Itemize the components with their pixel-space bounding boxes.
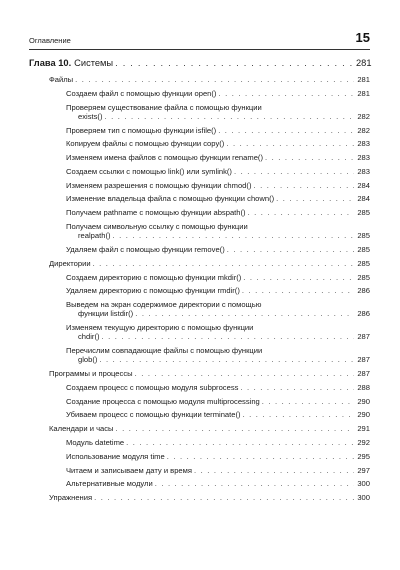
toc-page-number: 291 (357, 424, 370, 434)
toc-page-number: 285 (357, 231, 370, 241)
toc-page-number: 292 (357, 437, 370, 447)
dot-leader (234, 167, 354, 176)
dot-leader (135, 369, 354, 378)
toc-subsection-entry[interactable] (29, 194, 370, 203)
toc-page-number: 285 (357, 258, 370, 268)
toc-entry-title: Копируем файлы с помощью функции copy() (66, 139, 225, 149)
toc-entry-title: Программы и процессы (49, 369, 133, 379)
toc-entry-title-continued: exists() (78, 111, 103, 121)
toc-subsection-entry[interactable] (29, 126, 370, 135)
toc-entry-title: Удаляем файл с помощью функции remove() (66, 245, 225, 255)
toc-page-number: 285 (357, 208, 370, 218)
toc-page-number: 282 (357, 125, 370, 135)
toc-subsection-entry[interactable] (29, 466, 370, 475)
toc-page-number: 287 (357, 369, 370, 379)
toc-entry-title: Создаем процесс с помощью модуля subprocess (66, 382, 239, 392)
toc-subsection-entry[interactable] (29, 300, 370, 318)
toc-entry-title: Календари и часы (49, 424, 114, 434)
dot-leader (226, 139, 354, 148)
toc-entry-title-continued: chdir() (78, 332, 100, 342)
toc-entry-title: Удаляем директорию с помощью функции rmdir() (66, 286, 240, 296)
toc-subsection-entry[interactable] (29, 452, 370, 461)
dot-leader (113, 231, 355, 240)
toc-subsection-entry[interactable] (29, 103, 370, 121)
toc-subsection-entry[interactable] (29, 346, 370, 364)
toc-entry-title: Перечислим совпадающие файлы с помощью функции (66, 346, 263, 356)
toc-chapter-label: Глава 10. (29, 58, 72, 68)
dot-leader (276, 194, 354, 203)
toc-page-number: 290 (357, 410, 370, 420)
dot-leader (116, 424, 354, 433)
toc-page-number: 300 (357, 479, 370, 489)
toc-entry-title: Убиваем процесс с помощью функции terminate() (66, 410, 241, 420)
toc-page-number: 285 (357, 245, 370, 255)
toc-entry-title: Создаем ссылки с помощью link() или symlink() (66, 166, 232, 176)
page-number: 15 (355, 30, 370, 45)
toc-subsection-entry[interactable] (29, 181, 370, 190)
toc-page-number: 281 (356, 58, 372, 68)
toc-page-number: 295 (357, 451, 370, 461)
toc-subsection-entry[interactable] (29, 167, 370, 176)
dot-leader (265, 153, 354, 162)
dot-leader (227, 245, 354, 254)
dot-leader (115, 58, 354, 69)
toc-subsection-entry[interactable] (29, 273, 370, 282)
table-of-contents (29, 58, 370, 507)
toc-entry-title: Создание процесса с помощью модуля multiprocessing (66, 396, 260, 406)
toc-entry-title: Упражнения (49, 493, 93, 503)
toc-subsection-entry[interactable] (29, 286, 370, 295)
dot-leader (94, 493, 354, 502)
dot-leader (104, 112, 354, 121)
toc-page-number: 284 (357, 180, 370, 190)
dot-leader (167, 452, 354, 461)
toc-section-entry[interactable] (29, 259, 370, 268)
dot-leader (243, 410, 354, 419)
toc-entry-title: Изменяем разрешения с помощью функции chmod() (66, 180, 252, 190)
toc-subsection-entry[interactable] (29, 323, 370, 341)
dot-leader (135, 309, 354, 318)
toc-entry-title: Модуль datetime (66, 437, 125, 447)
toc-subsection-entry[interactable] (29, 438, 370, 447)
toc-entry-title: Директории (49, 258, 91, 268)
toc-subsection-entry[interactable] (29, 89, 370, 98)
toc-page-number: 283 (357, 166, 370, 176)
toc-page-number: 290 (357, 396, 370, 406)
toc-entry-title-continued: функции listdir() (78, 309, 134, 319)
header-rule (29, 49, 370, 50)
running-section-title: Оглавление (29, 36, 71, 45)
dot-leader (99, 355, 354, 364)
dot-leader (253, 181, 354, 190)
dot-leader (242, 286, 354, 295)
toc-page-number: 288 (357, 382, 370, 392)
toc-section-entry[interactable] (29, 75, 370, 84)
toc-subsection-entry[interactable] (29, 397, 370, 406)
page-header (29, 30, 370, 50)
toc-subsection-entry[interactable] (29, 410, 370, 419)
toc-subsection-entry[interactable] (29, 245, 370, 254)
toc-subsection-entry[interactable] (29, 479, 370, 488)
toc-entry-title: Получаем pathname с помощью функции abspath() (66, 208, 246, 218)
toc-entry-title-continued: glob() (78, 355, 98, 365)
toc-section-entry[interactable] (29, 424, 370, 433)
toc-page-number: 286 (357, 286, 370, 296)
toc-subsection-entry[interactable] (29, 139, 370, 148)
toc-entry-title: Изменение владельца файла с помощью функции chown() (66, 194, 275, 204)
toc-section-entry[interactable] (29, 369, 370, 378)
toc-entry-title-continued: realpath() (78, 231, 111, 241)
toc-page-number: 300 (357, 493, 370, 503)
toc-entry-title: Проверяем тип с помощью функции isfile() (66, 125, 217, 135)
dot-leader (240, 383, 354, 392)
dot-leader (102, 332, 354, 341)
toc-entry-title: Изменяем текущую директорию с помощью функции (66, 323, 254, 333)
toc-page-number: 287 (357, 332, 370, 342)
toc-entry-title: Системы (74, 58, 114, 68)
dot-leader (218, 89, 354, 98)
toc-subsection-entry[interactable] (29, 383, 370, 392)
dot-leader (194, 466, 354, 475)
dot-leader (243, 273, 354, 282)
toc-entry-title: Читаем и записываем дату и время (66, 465, 192, 475)
toc-subsection-entry[interactable] (29, 222, 370, 240)
dot-leader (155, 479, 354, 488)
toc-entry-title: Файлы (49, 75, 74, 84)
toc-page-number: 297 (357, 465, 370, 475)
toc-page-number: 283 (357, 153, 370, 163)
toc-entry-title: Создаем директорию с помощью функции mkdir() (66, 272, 242, 282)
toc-page-number: 281 (357, 75, 370, 84)
toc-chapter-entry[interactable] (29, 58, 370, 69)
toc-entry-title: Проверяем существование файла с помощью функции (66, 102, 262, 112)
dot-leader (126, 438, 354, 447)
toc-page-number: 286 (357, 309, 370, 319)
toc-page-number: 282 (357, 111, 370, 121)
toc-subsection-entry[interactable] (29, 153, 370, 162)
toc-section-entry[interactable] (29, 493, 370, 502)
toc-entry-title: Использование модуля time (66, 451, 165, 461)
toc-entry-title: Получаем символьную ссылку с помощью функции (66, 222, 248, 232)
toc-page-number: 283 (357, 139, 370, 149)
toc-page-number: 287 (357, 355, 370, 365)
dot-leader (248, 208, 354, 217)
dot-leader (75, 75, 354, 84)
toc-entry-title: Создаем файл с помощью функции open() (66, 88, 217, 98)
toc-subsection-entry[interactable] (29, 208, 370, 217)
toc-entry-title: Альтернативные модули (66, 479, 153, 489)
dot-leader (262, 397, 354, 406)
toc-page-number: 281 (357, 88, 370, 98)
dot-leader (218, 126, 354, 135)
toc-entry-title: Изменяем имена файлов с помощью функции rename() (66, 153, 263, 163)
toc-entry-title: Выведем на экран содержимое директории с помощью (66, 300, 262, 310)
dot-leader (93, 259, 354, 268)
toc-page-number: 285 (357, 272, 370, 282)
toc-page-number: 284 (357, 194, 370, 204)
